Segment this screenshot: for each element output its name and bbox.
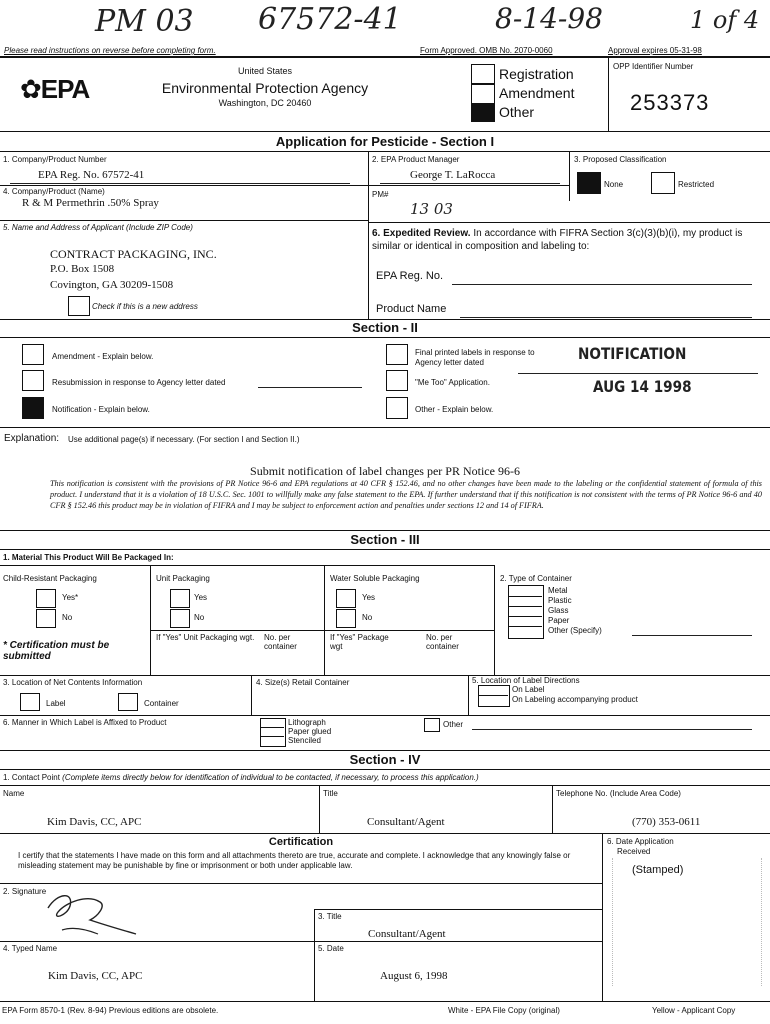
agency-line1: United States xyxy=(237,66,293,76)
footer-form-id: EPA Form 8570-1 (Rev. 8-94) Previous editions are obsolete. xyxy=(2,1006,219,1015)
title2-value[interactable]: Consultant/Agent xyxy=(368,928,446,940)
handwritten-page: 1 of 4 xyxy=(690,6,760,34)
amendment-explain-checkbox[interactable] xyxy=(22,344,44,365)
notification-checkbox[interactable] xyxy=(22,397,44,419)
f6-product-field[interactable] xyxy=(460,317,752,318)
restricted-checkbox[interactable] xyxy=(651,172,675,194)
f1-value[interactable]: EPA Reg. No. 67572-41 xyxy=(38,169,145,181)
unit-no-per-label: No. per container xyxy=(264,633,297,651)
stamped-label: (Stamped) xyxy=(632,864,684,876)
pkg-no-per-label: No. per container xyxy=(426,633,459,651)
footer-white-copy: White - EPA File Copy (original) xyxy=(448,1006,560,1015)
final-labels-label: Final printed labels in response to xyxy=(415,348,535,357)
f3-label: 3. Proposed Classification xyxy=(574,155,667,164)
unit-label: Unit Packaging xyxy=(156,574,210,583)
net-label-label: Label xyxy=(46,699,66,708)
pm-value[interactable]: 13 03 xyxy=(410,200,453,218)
f2-value[interactable]: George T. LaRocca xyxy=(410,169,496,181)
section1-title: Application for Pesticide - Section I xyxy=(275,134,495,149)
opp-value: 253373 xyxy=(630,90,710,115)
unit-no-label: No xyxy=(194,613,205,622)
unit-yes-checkbox[interactable] xyxy=(170,589,190,608)
f4-label: 4. Company/Product (Name) xyxy=(3,187,105,196)
on-label-label: On Label xyxy=(512,685,545,694)
net-label-checkbox[interactable] xyxy=(20,693,40,711)
registration-label: Registration xyxy=(499,66,574,82)
omb-text: Form Approved. OMB No. 2070-0060 xyxy=(420,46,553,55)
net-container-label: Container xyxy=(144,699,179,708)
s3-f6-label: 6. Manner in Which Label is Affixed to Product xyxy=(3,718,167,727)
none-label: None xyxy=(604,180,624,189)
container-type-checkboxes[interactable] xyxy=(508,585,544,639)
other-checkbox[interactable] xyxy=(471,104,495,122)
paper-glued-label: Paper glued xyxy=(288,727,332,736)
footer-yellow-copy: Yellow - Applicant Copy xyxy=(652,1006,736,1015)
container-glass: Glass xyxy=(548,606,569,615)
date-value[interactable]: August 6, 1998 xyxy=(380,970,448,982)
net-container-checkbox[interactable] xyxy=(118,693,138,711)
container-other: Other (Specify) xyxy=(548,626,602,635)
affix-other-label: Other xyxy=(443,720,464,729)
other-explain-checkbox[interactable] xyxy=(386,397,408,419)
certification-text: I certify that the statements I have made on this form and all attachments thereto are true, accurate and complete. I acknowledge that any knowingly false or misleading statement may be punishable by fine or imprisonment or both under applicable law. xyxy=(18,851,571,870)
explanation-note: Use additional page(s) if necessary. (For section I and Section II.) xyxy=(68,435,300,444)
pm-label: PM# xyxy=(372,190,389,199)
agency-line2: Environmental Protection Agency xyxy=(161,80,369,96)
f5-line1[interactable]: CONTRACT PACKAGING, INC. xyxy=(50,247,217,261)
name-value[interactable]: Kim Davis, CC, APC xyxy=(47,816,142,828)
epa-logo: ✿EPA xyxy=(20,74,90,104)
new-address-label: Check if this is a new address xyxy=(92,302,198,311)
crp-yes-checkbox[interactable] xyxy=(36,589,56,608)
expiry-text: Approval expires 05-31-98 xyxy=(608,46,702,55)
agency-letter-label: Agency letter dated xyxy=(415,358,484,367)
f2-label: 2. EPA Product Manager xyxy=(372,155,460,164)
none-checkbox[interactable] xyxy=(577,172,601,194)
notification-stamp: NOTIFICATION xyxy=(578,344,687,363)
section3-title: Section - III xyxy=(350,532,420,547)
crp-no-checkbox[interactable] xyxy=(36,609,56,628)
name-label: Name xyxy=(3,789,25,798)
wsp-label: Water Soluble Packaging xyxy=(330,574,420,583)
amendment-explain-label: Amendment - Explain below. xyxy=(52,352,154,361)
section2-title: Section - II xyxy=(352,320,418,335)
opp-label: OPP Identifier Number xyxy=(613,62,694,71)
notification-label: Notification - Explain below. xyxy=(52,405,150,414)
agency-line3: Washington, DC 20460 xyxy=(218,98,312,108)
typed-name-label: 4. Typed Name xyxy=(3,944,58,953)
title2-label: 3. Title xyxy=(318,912,342,921)
date-app-label: 6. Date Application xyxy=(607,837,674,846)
stamp-date: AUG 14 1998 xyxy=(593,377,692,396)
signature-label: 2. Signature xyxy=(3,887,47,896)
wsp-yes-label: Yes xyxy=(362,593,376,602)
handwritten-reg: 67572-41 xyxy=(258,2,402,37)
on-labeling-label: On Labeling accompanying product xyxy=(512,695,638,704)
amendment-label: Amendment xyxy=(499,85,575,101)
f6-expedited: 6. Expedited Review. In accordance with FIFRA Section 3(c)(3)(b)(i), my product is similar or identical in composition and labeling to: xyxy=(372,228,743,252)
title-value[interactable]: Consultant/Agent xyxy=(367,816,445,828)
unit-no-checkbox[interactable] xyxy=(170,609,190,628)
f6-reg-field[interactable] xyxy=(452,284,752,285)
date-label: 5. Date xyxy=(318,944,344,953)
f5-label: 5. Name and Address of Applicant (Include ZIP Code) xyxy=(3,223,193,232)
stenciled-label: Stenciled xyxy=(288,736,321,745)
submit-heading: Submit notification of label changes per PR Notice 96-6 xyxy=(250,464,520,478)
s3-f5-label: 5. Location of Label Directions xyxy=(472,676,580,685)
f1-label: 1. Company/Product Number xyxy=(3,155,107,164)
received-label: Received xyxy=(617,847,651,856)
wsp-no-label: No xyxy=(362,613,373,622)
phone-label: Telephone No. (Include Area Code) xyxy=(556,789,681,798)
other-label: Other xyxy=(499,104,535,120)
notification-body: This notification is consistent with the provisions of PR Notice 96-6 and EPA regulations at 40 CFR § 152.46, and no other changes have been made to the labeling or the confidential statement of formula of this product. I understand that it is a violation of 18 U.S.C. Sec. 1001 to willfully make any false statement to the EPA. If further understand that if this notification is not consistent with the terms of PR Notice 96-6 and 40 CFR § 152.46 this product may be in violation of FIFRA and I may be subject to enforcement action and penalties under sections 12 and 14 of FIFRA. xyxy=(50,479,762,510)
wsp-yes-checkbox[interactable] xyxy=(336,589,356,608)
f5-line3[interactable]: Covington, GA 30209-1508 xyxy=(50,279,174,291)
s3-f1-label: 1. Material This Product Will Be Packaged In: xyxy=(3,553,174,562)
phone-value[interactable]: (770) 353-0611 xyxy=(632,816,701,828)
affix-checkboxes[interactable] xyxy=(260,718,286,747)
f4-value[interactable]: R & M Permethrin .50% Spray xyxy=(22,197,159,209)
metoo-checkbox[interactable] xyxy=(386,370,408,391)
new-address-checkbox[interactable] xyxy=(68,296,90,316)
container-type-label: 2. Type of Container xyxy=(500,574,572,583)
typed-name-value[interactable]: Kim Davis, CC, APC xyxy=(48,970,143,982)
resubmission-label: Resubmission in response to Agency letter dated xyxy=(52,378,226,387)
lithograph-label: Lithograph xyxy=(288,718,326,727)
restricted-label: Restricted xyxy=(678,180,715,189)
crp-no-label: No xyxy=(62,613,73,622)
f6-product-label: Product Name xyxy=(376,303,447,315)
unit-yes-label: Yes xyxy=(194,593,208,602)
container-paper: Paper xyxy=(548,616,570,625)
date-received-area xyxy=(612,858,762,986)
container-metal: Metal xyxy=(548,586,568,595)
metoo-label: "Me Too" Application. xyxy=(415,378,490,387)
pkg-wgt-label: If "Yes" Package wgt xyxy=(330,633,389,651)
s3-f3-label: 3. Location of Net Contents Information xyxy=(3,678,143,687)
f6-reg-label: EPA Reg. No. xyxy=(376,270,444,282)
signature-image xyxy=(40,886,140,938)
registration-checkbox[interactable] xyxy=(471,64,495,84)
affix-other-checkbox[interactable] xyxy=(424,718,440,732)
cert-note: * Certification must be submitted xyxy=(3,640,110,662)
other-explain-label: Other - Explain below. xyxy=(415,405,494,414)
handwritten-pm: PM 03 xyxy=(95,4,194,39)
contact-point: 1. Contact Point (Complete items directly below for identification of individual to be contacted, if necessary, to process this application.) xyxy=(3,773,479,782)
container-plastic: Plastic xyxy=(548,596,572,605)
explanation-label: Explanation: xyxy=(4,433,60,444)
certification-title: Certification xyxy=(268,836,334,848)
handwritten-date: 8-14-98 xyxy=(495,2,603,35)
instructions-text: Please read instructions on reverse before completing form. xyxy=(4,46,216,55)
f5-line2[interactable]: P.O. Box 1508 xyxy=(50,263,115,275)
label-directions-checkboxes[interactable] xyxy=(478,685,510,707)
unit-wgt-label: If "Yes" Unit Packaging wgt. xyxy=(156,633,255,642)
wsp-no-checkbox[interactable] xyxy=(336,609,356,628)
final-labels-checkbox[interactable] xyxy=(386,344,408,365)
s3-f4-label: 4. Size(s) Retail Container xyxy=(256,678,350,687)
amendment-checkbox[interactable] xyxy=(471,84,495,104)
resubmission-checkbox[interactable] xyxy=(22,370,44,391)
section4-title: Section - IV xyxy=(349,752,421,767)
title-label: Title xyxy=(323,789,338,798)
crp-label: Child-Resistant Packaging xyxy=(3,574,97,583)
epa-flower-icon: ✿ xyxy=(20,74,41,104)
crp-yes-label: Yes* xyxy=(62,593,79,602)
